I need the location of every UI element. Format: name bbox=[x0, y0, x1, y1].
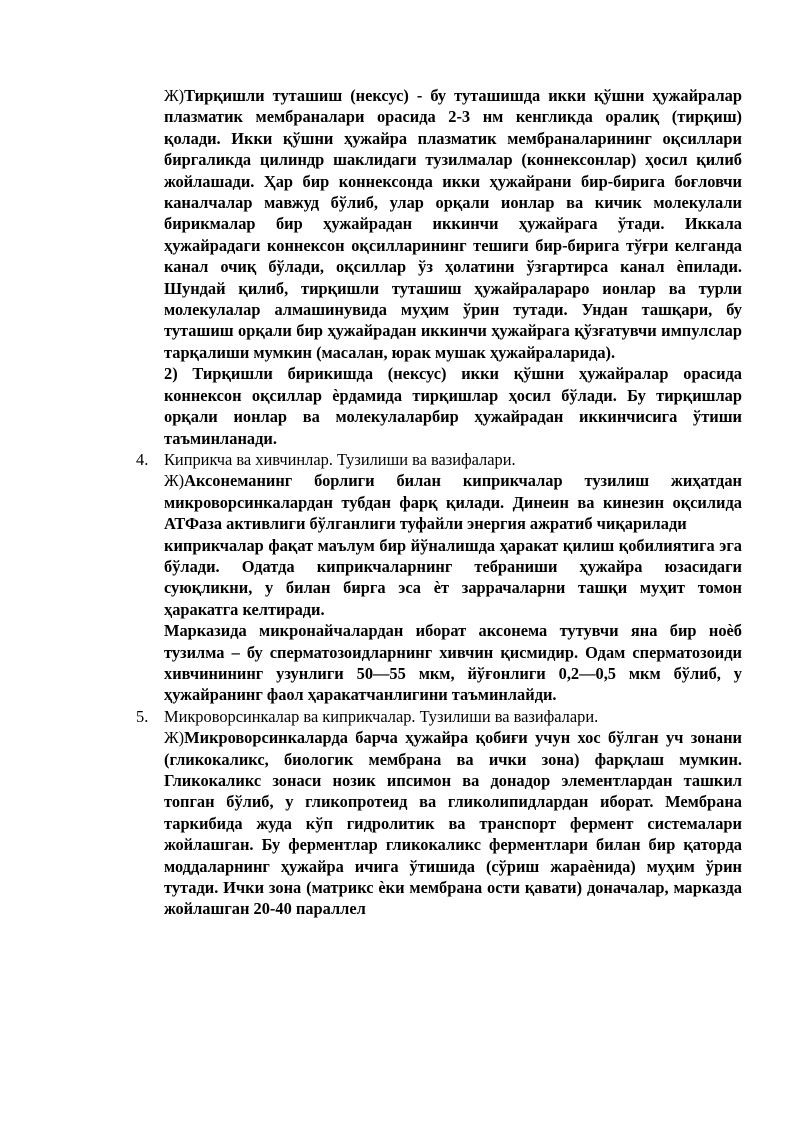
item4-paragraph-2 bbox=[164, 535, 742, 621]
section3-text-1: Тирқишли туташиш (нексус) - бу туташишда икки қўшни ҳужайралар плазматик мембраналари орасида 2-3 нм кенгликда оралиқ (тирқиш) қолади. Икки қўшни ҳужайра плазматик мембраналарининг оқсиллари биргаликда цилиндр шаклидаги тузилмалар (коннексонлар) ҳосил қилиб жойлашади. Ҳар бир коннексонда икки ҳужайрани бир-бирига боғловчи каналчалар мавжуд бўлиб, улар орқали ионлар ва кичик молекулали бирикмалар бир ҳужайрадан иккинчи ҳужайрага ўтади. Иккала ҳужайрадаги коннексон оқсилларининг тешиги бир-бирига тўғри келганда канал очиқ бўлади, оқсиллар ўз ҳолатини ўзгартирса канал ѐпилади. Шундай қилиб, тирқишли туташиш ҳужайралараро ионлар ва турли молекулалар алмашинувида муҳим ўрин тутади. Ундан ташқари, бу туташиш орқали бир ҳужайрадан иккинчи ҳужайрага қўзғатувчи импулслар тарқалиши мумкин (масалан, юрак мушак ҳужайраларида). bbox=[164, 86, 742, 362]
item4-text-1: Аксонеманинг борлиги билан киприкчалар тузилиш жиҳатдан микроворсинкалардан тубдан фарқ қилади. Динеин ва кинезин оқсилида АТФаза активлиги бўлганлиги туфайли энергия ажратиб чиқарилади bbox=[164, 471, 742, 534]
item5-title: Микроворсинкалар ва киприкчалар. Тузилиши ва вазифалари. bbox=[164, 706, 599, 726]
section3-paragraph-2 bbox=[164, 363, 742, 449]
answer-prefix: Ж) bbox=[164, 471, 185, 491]
item4-text-2: киприкчалар фақат маълум бир йўналишда ҳаракат қилиш қобилиятига эга бўлади. Одатда киприкчаларнинг тебраниши ҳужайра юзасидаги суюқликни, у билан бирга эса ѐт заррачаларни ташқи муҳит томон ҳаракатга келтиради. bbox=[164, 535, 742, 619]
section3-paragraph-1 bbox=[164, 85, 742, 363]
item4-title: Киприкча ва хивчинлар. Тузилиши ва вазифалари. bbox=[164, 449, 516, 469]
list-item-5 bbox=[136, 706, 742, 727]
document-body bbox=[136, 85, 742, 920]
item4-paragraph-3 bbox=[164, 620, 742, 706]
item5-text-1: Микроворсинкаларда барча ҳужайра қобиғи учун хос бўлган уч зонани (гликокаликс, биологик мембрана ва ички зона) фарқлаш мумкин. Гликокаликс зонаси нозик ипсимон ва донадор элементлардан ташкил топган бўлиб, у гликопротеид ва гликолипидлардан иборат. Мембрана таркибида жуда кўп гидролитик ва транспорт фермент системалари жойлашган. Бу ферментлар гликокаликс ферментлари билан бир қаторда моддаларнинг ҳужайра ичига ўтишида (сўриш жараѐнида) муҳим ўрин тутади. Ички зона (матрикс ѐки мембрана ости қавати) доначалар, марказда жойлашган 20-40 параллел bbox=[164, 728, 742, 919]
list-number: 4. bbox=[136, 449, 149, 469]
answer-prefix: Ж) bbox=[164, 728, 185, 748]
answer-prefix: Ж) bbox=[164, 86, 185, 105]
item4-paragraph-1 bbox=[164, 470, 742, 534]
list-number: 5. bbox=[136, 706, 149, 726]
item5-paragraph-1 bbox=[164, 727, 742, 920]
section3-text-2: 2) Тирқишли бирикишда (нексус) икки қўшни ҳужайралар орасида коннексон оқсиллар ѐрдамида тирқишлар ҳосил бўлади. Бу тирқишлар орқали ионлар ва молекулаларбир ҳужайрадан иккинчисига ўтиши таъминланади. bbox=[164, 364, 742, 448]
item4-text-3: Марказида микронайчалардан иборат аксонема тутувчи яна бир ноѐб тузилма – бу сперматозоидларнинг хивчин қисмидир. Одам сперматозоиди хивчинининг узунлиги 50—55 мкм, йўғонлиги 0,2—0,5 мкм бўлиб, у ҳужайранинг фаол ҳаракатчанлигини таъминлайди. bbox=[164, 621, 742, 705]
list-item-4 bbox=[136, 449, 742, 470]
